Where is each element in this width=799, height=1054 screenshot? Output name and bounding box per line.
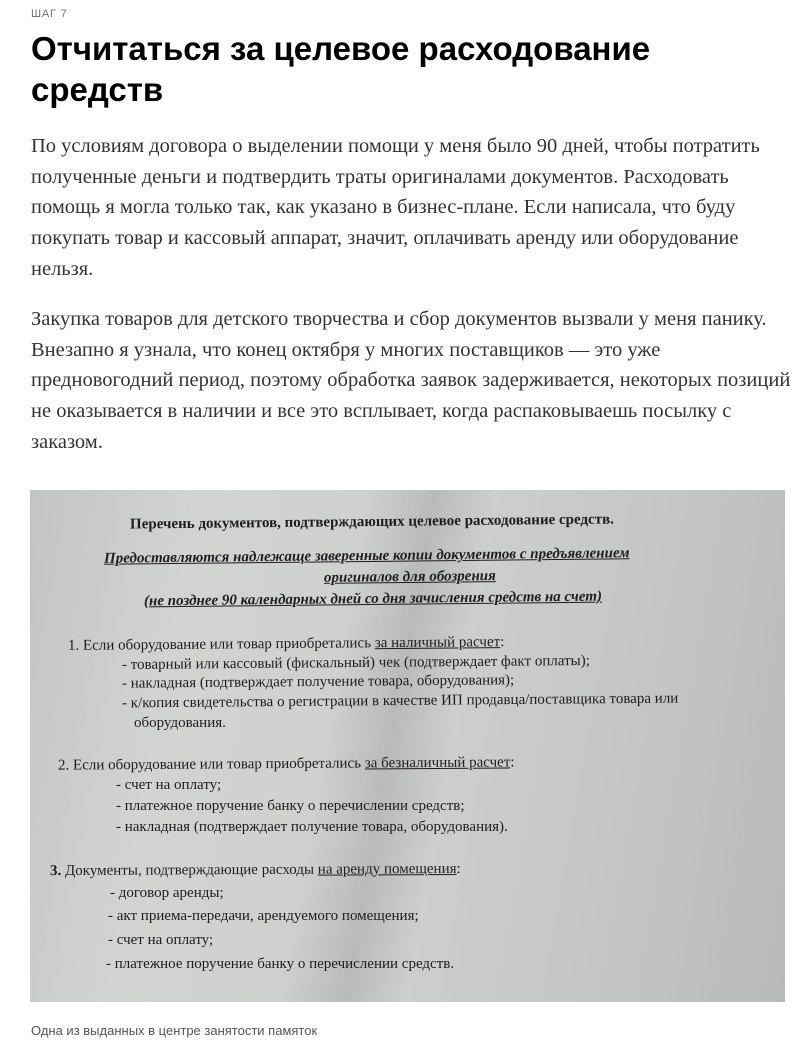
document-list-item: - товарный или кассовый (фискальный) чек (подтверждает факт оплаты);: [121, 652, 590, 674]
document-list-item: - договор аренды;: [110, 885, 224, 901]
document-list-item: - акт приема-передачи, арендуемого помещения;: [108, 908, 419, 924]
document-subtitle-line: оригиналов для обозрения: [323, 568, 496, 586]
body-paragraph: Закупка товаров для детского творчества и сбор документов вызвали у меня панику. Внезапно я узнала, что конец октября у многих поставщиков — это уже предновогодний период, поэтому обработка заявок задерживается, некоторых позиций не оказывается в наличии и все это всплывает, когда распаковываешь посылку с заказом.: [31, 308, 791, 453]
document-list-item: - платежное поручение банку о перечислении средств.: [106, 956, 455, 972]
section-number: 1.: [67, 637, 80, 654]
document-list-item: - накладная (подтверждает получение товара, оборудования);: [121, 672, 515, 692]
section-tail: :: [500, 634, 505, 651]
section-lead: Документы, подтверждающие расходы: [64, 861, 318, 879]
document-section-heading: [50, 861, 461, 880]
section-underlined: за безналичный расчет: [364, 754, 511, 772]
section-tail: :: [456, 860, 461, 877]
document-list-item: - накладная (подтверждает получение товара, оборудования).: [116, 819, 508, 835]
document-subtitle-line: (не позднее 90 календарных дней со дня зачисления средств на счет): [143, 588, 603, 610]
document-section-heading: [68, 634, 504, 655]
document-list-item: - платежное поручение банку о перечислении средств;: [116, 798, 465, 814]
document-list-item: - счет на оплату;: [108, 932, 214, 948]
document-subtitle-line: Предоставляются надлежаще заверенные копии документов с предъявлением: [103, 545, 630, 567]
section-lead: Если оборудование или товар приобретались: [82, 635, 375, 654]
document-photo: [30, 490, 785, 1002]
document-list-item: - счет на оплату;: [116, 777, 222, 793]
section-tail: :: [510, 754, 515, 771]
document-list-item: оборудования.: [134, 715, 226, 731]
section-lead: Если оборудование или товар приобретались: [72, 755, 365, 774]
document-list-item: - к/копия свидетельства о регистрации в качестве ИП продавца/поставщика товара или: [121, 690, 679, 712]
document-title: Перечень документов, подтверждающих целевое расходование средств.: [129, 511, 614, 533]
section-number: 2.: [57, 757, 70, 774]
page-title: Отчитаться за целевое расходование средств: [31, 30, 651, 108]
section-underlined: на аренду помещения: [317, 860, 457, 878]
section-underlined: за наличный расчет: [374, 634, 501, 652]
photo-caption: Одна из выданных в центре занятости памяток: [31, 1023, 318, 1038]
section-number: 3.: [49, 863, 62, 880]
step-label: ШАГ 7: [31, 8, 68, 20]
body-paragraph: По условиям договора о выделении помощи у меня было 90 дней, чтобы потратить полученные деньги и подтвердить траты оригиналами документов. Расходовать помощь я могла только так, как указано в бизнес-плане. Если написала, что буду покупать товар и кассовый аппарат, значит, оплачивать аренду или оборудование нельзя.: [31, 135, 760, 280]
document-section-heading: [58, 754, 515, 774]
